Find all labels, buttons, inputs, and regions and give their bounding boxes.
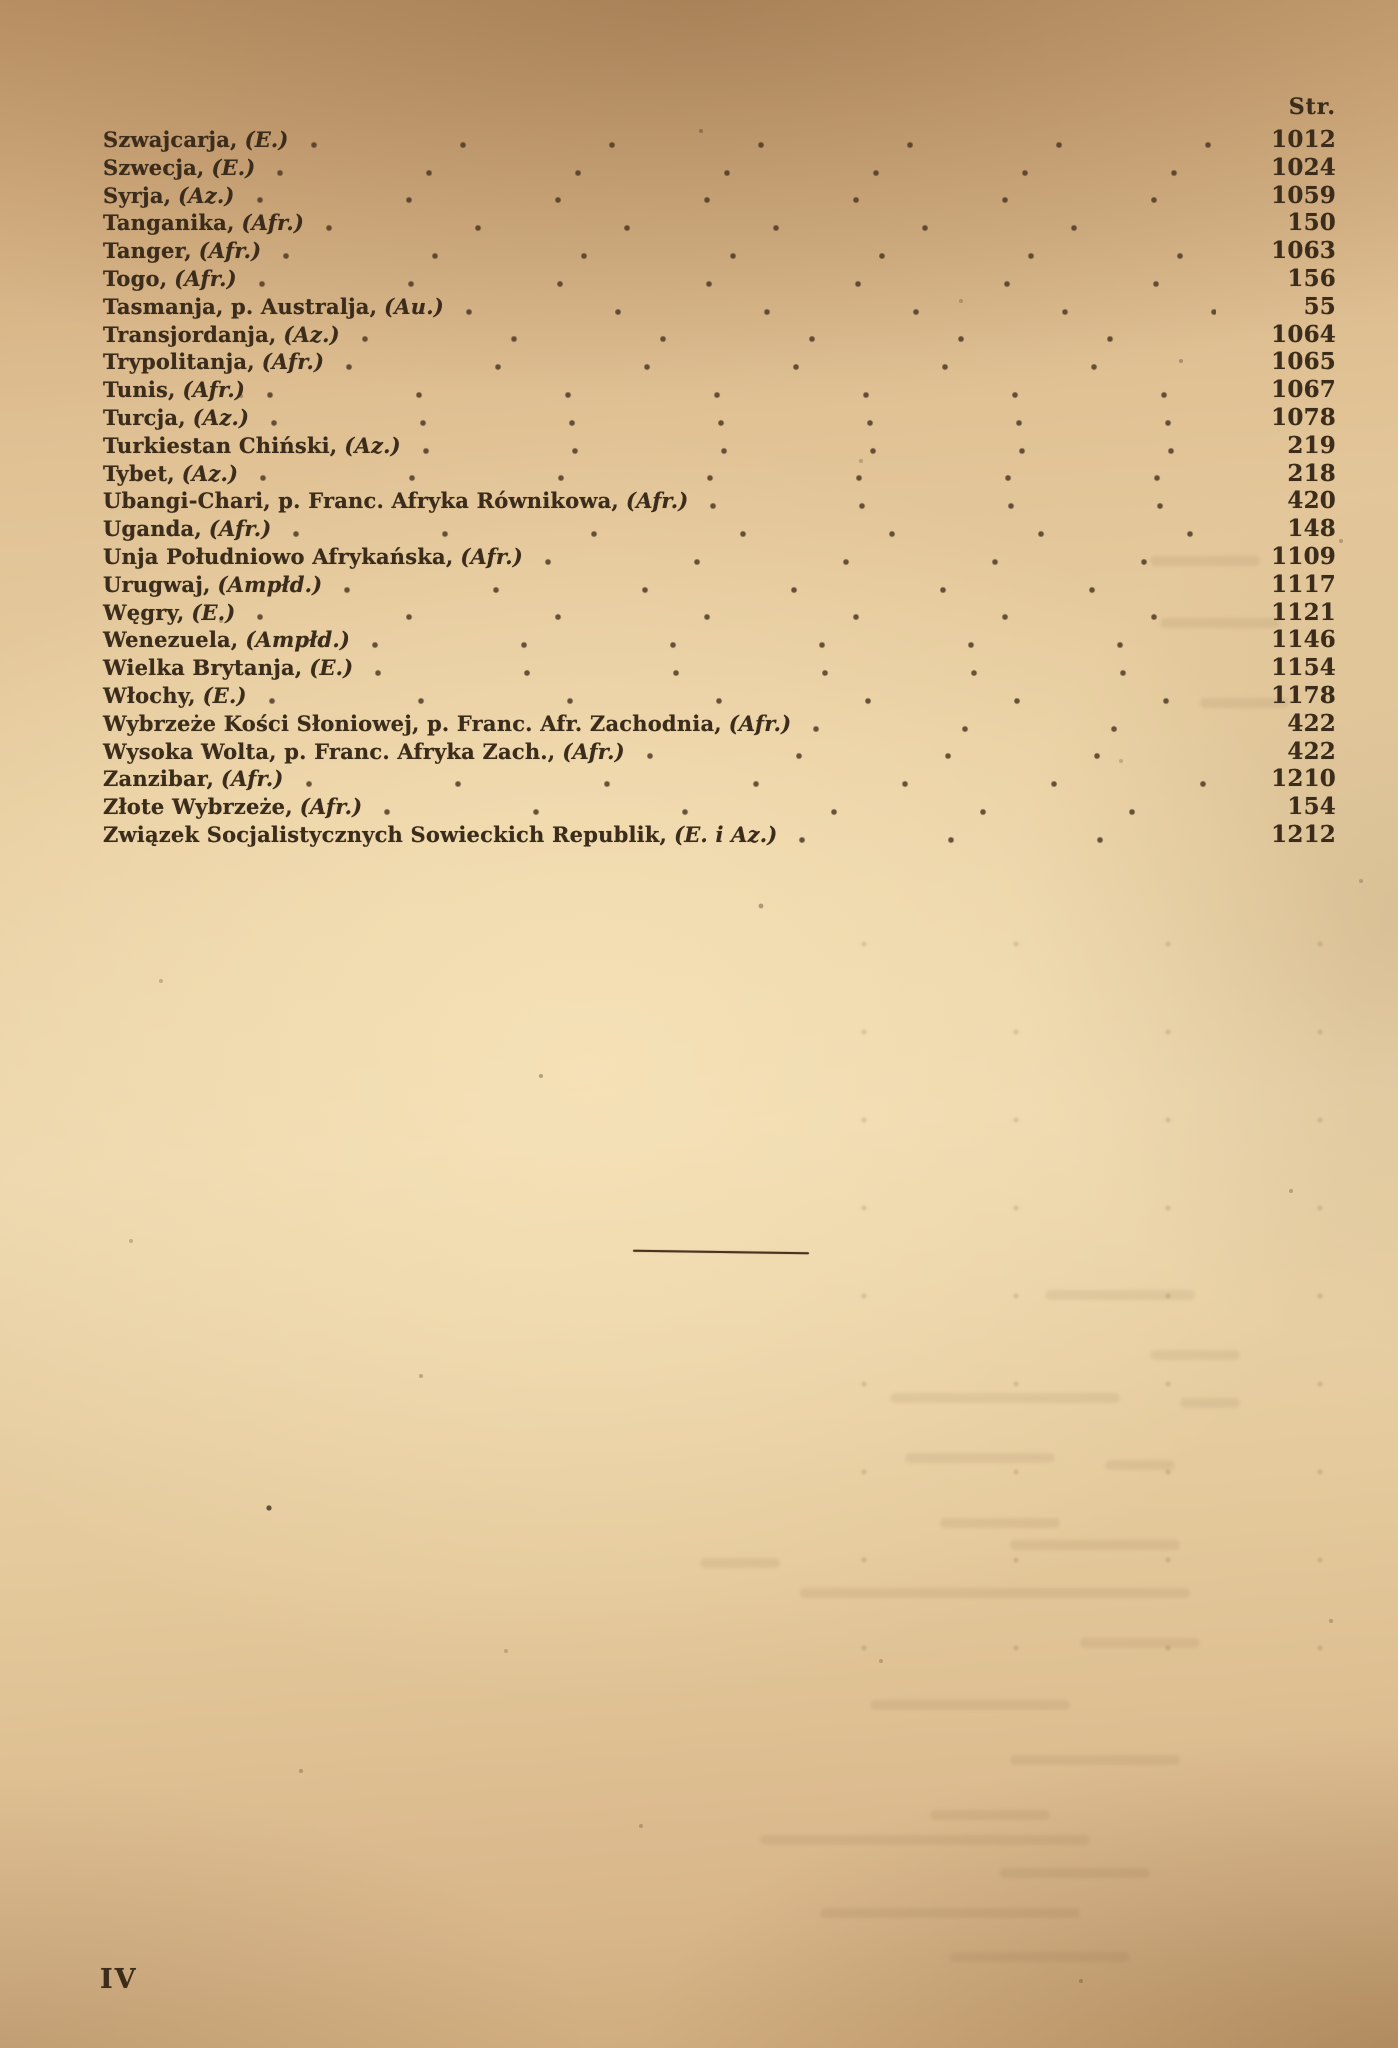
entry-page-number: 1078 <box>1271 403 1336 431</box>
entry-region: (E.) <box>244 127 289 152</box>
entry-page-number: 1121 <box>1271 598 1336 626</box>
entry-name: Turkiestan Chiński, <box>103 432 338 458</box>
index-row <box>103 182 1336 210</box>
entry-region: (Au.) <box>384 293 444 319</box>
index-row <box>103 654 1336 682</box>
entry-name: Tybet, <box>103 460 175 486</box>
entry-name: Włochy, <box>103 682 196 708</box>
bleed-through-mark <box>1045 1290 1195 1300</box>
index-row <box>103 265 1336 293</box>
entry-region: (Ampłd.) <box>217 571 323 597</box>
bleed-through-mark <box>820 1908 1080 1918</box>
dot-leader <box>344 578 1216 596</box>
entry-name: Urugwaj, <box>103 571 211 597</box>
bleed-through-dots <box>860 940 1360 1680</box>
entry-page-number: 55 <box>1303 292 1336 320</box>
dot-leader <box>267 383 1216 401</box>
entry-page-number: 422 <box>1287 737 1336 765</box>
index-row <box>103 599 1336 627</box>
entry-page-number: 1117 <box>1271 570 1336 598</box>
index-row <box>103 293 1336 321</box>
page-column-header: Str. <box>1288 94 1336 120</box>
entry-page-number: 1064 <box>1271 320 1336 348</box>
entry-region: (Ampłd.) <box>245 627 351 653</box>
entry-page-number: 1109 <box>1271 542 1336 570</box>
dot-leader <box>466 300 1216 318</box>
entry-name: Trypolitanja, <box>103 349 255 375</box>
bleed-through-mark <box>1080 1638 1200 1648</box>
entry-region: (Az.) <box>283 321 340 347</box>
entry-name: Szwecja, <box>103 154 205 180</box>
entry-name: Tanganika, <box>103 210 235 236</box>
dot-leader <box>260 466 1216 484</box>
entry-page-number: 218 <box>1287 459 1336 487</box>
entry-page-number: 422 <box>1287 709 1336 737</box>
dot-leader <box>423 439 1216 457</box>
entry-name: Związek Socjalistycznych Sowieckich Republik, <box>103 821 668 847</box>
dot-leader <box>647 744 1216 762</box>
entry-region: (Afr.) <box>460 543 523 569</box>
entry-region: (Az.) <box>192 404 250 430</box>
entry-page-number: 1063 <box>1271 237 1336 265</box>
dot-leader <box>269 689 1216 707</box>
index-row <box>103 460 1336 488</box>
entry-page-number: 1059 <box>1271 181 1336 209</box>
entry-region: (Az.) <box>344 432 401 458</box>
dot-leader <box>257 188 1216 206</box>
bleed-through-mark <box>800 1588 1190 1598</box>
entry-page-number: 156 <box>1287 264 1336 292</box>
index-row <box>103 626 1336 654</box>
bleed-through-mark <box>700 1558 780 1568</box>
dot-leader <box>362 327 1216 345</box>
entry-region: (Az.) <box>178 182 235 208</box>
entry-page-number: 1012 <box>1271 126 1336 153</box>
index-row <box>103 209 1336 237</box>
entry-name: Szwajcarja, <box>103 127 238 152</box>
entry-name: Wybrzeże Kości Słoniowej, p. Franc. Afr. Zachodnia, <box>103 710 722 736</box>
entry-region: (E.) <box>211 154 256 180</box>
index-row <box>103 432 1336 460</box>
entry-name: Turcja, <box>103 404 186 430</box>
dot-leader <box>375 661 1216 679</box>
entry-region: (E. i Az.) <box>674 821 778 847</box>
entry-name: Uganda, <box>103 516 202 542</box>
index-row <box>103 793 1336 821</box>
dot-leader <box>271 411 1216 429</box>
entry-region: (Afr.) <box>625 488 689 514</box>
bleed-through-mark <box>760 1835 1090 1845</box>
index-row <box>103 404 1336 432</box>
entry-region: (Az.) <box>181 460 239 486</box>
bleed-through-mark <box>1010 1755 1180 1765</box>
index-row <box>103 765 1336 793</box>
entry-page-number: 1212 <box>1271 820 1336 848</box>
bleed-through-mark <box>1000 1868 1150 1878</box>
index-row <box>103 376 1336 404</box>
dot-leader <box>799 828 1216 846</box>
bleed-through-mark <box>905 1453 1055 1463</box>
index-row <box>103 682 1336 710</box>
dot-leader <box>306 772 1216 790</box>
entry-page-number: 1178 <box>1271 681 1336 709</box>
entry-name: Transjordanja, <box>103 321 277 347</box>
entry-region: (Afr.) <box>221 766 284 792</box>
dot-leader <box>326 216 1216 234</box>
index-entries <box>103 126 1336 849</box>
page-marker: IV <box>100 1964 138 1995</box>
entry-name: Ubangi-Chari, p. Franc. Afryka Równikowa, <box>103 488 619 514</box>
entry-region: (Afr.) <box>261 349 325 375</box>
index-row <box>103 710 1336 738</box>
entry-region: (Afr.) <box>728 710 792 736</box>
entry-region: (Afr.) <box>208 516 272 542</box>
entry-page-number: 148 <box>1287 515 1336 543</box>
entry-name: Tunis, <box>103 377 176 403</box>
entry-region: (Afr.) <box>241 210 304 236</box>
entry-region: (Afr.) <box>182 377 246 403</box>
dot-leader <box>277 161 1216 179</box>
index-row <box>103 154 1336 182</box>
dot-leader <box>813 717 1216 735</box>
dot-leader <box>710 494 1216 512</box>
bleed-through-mark <box>1180 1398 1240 1408</box>
entry-page-number: 1210 <box>1271 765 1336 793</box>
bleed-through-mark <box>1150 1350 1240 1360</box>
entry-name: Wysoka Wolta, p. Franc. Afryka Zach., <box>103 738 556 764</box>
entry-name: Węgry, <box>103 599 185 625</box>
entry-region: (Afr.) <box>299 794 363 820</box>
index-row <box>103 237 1336 265</box>
entry-name: Tanger, <box>103 238 192 264</box>
index-row <box>103 321 1336 349</box>
entry-page-number: 420 <box>1287 487 1336 515</box>
entry-region: (Afr.) <box>562 738 625 764</box>
index-row <box>103 543 1336 571</box>
index-row <box>103 515 1336 543</box>
entry-name: Syrja, <box>103 182 172 208</box>
index-row <box>103 348 1336 376</box>
entry-region: (E.) <box>309 655 354 681</box>
entry-name: Unja Południowo Afrykańska, <box>103 543 454 569</box>
entry-region: (Afr.) <box>174 265 237 291</box>
section-divider <box>633 1250 809 1254</box>
bleed-through-mark <box>930 1810 1050 1820</box>
page-column-header-row <box>103 94 1336 126</box>
index-list <box>103 94 1336 849</box>
entry-page-number: 1146 <box>1271 626 1336 654</box>
paper-speckles <box>0 0 2 2</box>
dot-leader <box>259 272 1216 290</box>
bleed-through-mark <box>890 1393 1120 1403</box>
entry-page-number: 154 <box>1287 793 1336 821</box>
entry-page-number: 1065 <box>1271 348 1336 376</box>
index-row <box>103 571 1336 599</box>
dot-leader <box>545 550 1216 568</box>
entry-name: Złote Wybrzeże, <box>103 794 293 820</box>
dot-leader <box>283 244 1216 262</box>
entry-page-number: 150 <box>1287 209 1336 237</box>
entry-page-number: 1154 <box>1271 654 1336 682</box>
entry-name: Tasmanja, p. Australja, <box>103 293 378 319</box>
bleed-through-mark <box>870 1700 1070 1710</box>
dot-leader <box>372 633 1216 651</box>
dot-leader <box>384 800 1216 818</box>
dot-leader <box>311 133 1216 151</box>
bleed-through-mark <box>940 1518 1060 1528</box>
entry-page-number: 1024 <box>1271 153 1336 181</box>
entry-name: Wenezuela, <box>103 627 239 653</box>
index-row <box>103 738 1336 766</box>
entry-region: (E.) <box>191 599 236 625</box>
bleed-through-mark <box>950 1952 1130 1962</box>
entry-region: (E.) <box>202 682 247 708</box>
bleed-through-mark <box>1105 1460 1175 1470</box>
entry-region: (Afr.) <box>198 238 262 264</box>
entry-name: Zanzibar, <box>103 766 215 792</box>
dot-leader <box>257 605 1216 623</box>
index-row <box>103 821 1336 849</box>
entry-page-number: 1067 <box>1271 376 1336 404</box>
entry-name: Wielka Brytanja, <box>103 655 303 681</box>
dot-leader <box>293 522 1216 540</box>
entry-name: Togo, <box>103 265 168 291</box>
index-row <box>103 126 1336 154</box>
dot-leader <box>346 355 1216 373</box>
entry-page-number: 219 <box>1287 431 1336 459</box>
bleed-through-mark <box>1010 1540 1180 1550</box>
index-row <box>103 487 1336 515</box>
